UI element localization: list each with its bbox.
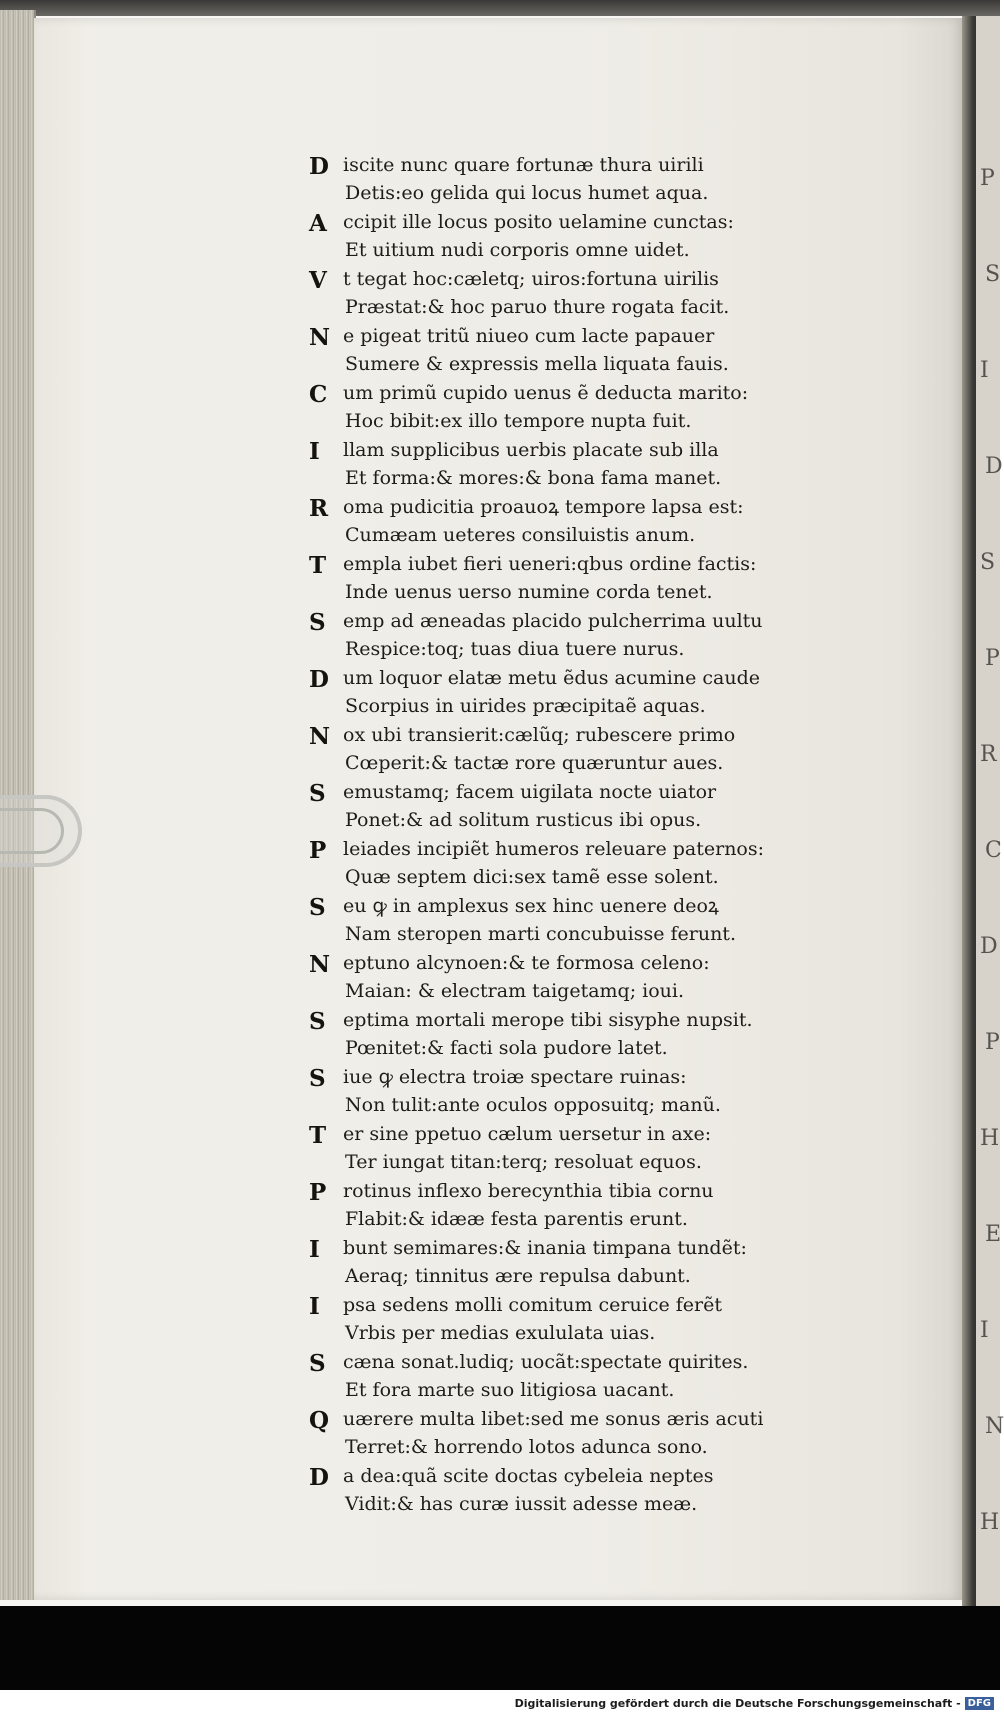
- facing-page-glyph: D: [985, 454, 1003, 479]
- verse-pair: [309, 778, 869, 835]
- verse-initial: A: [309, 210, 327, 237]
- facing-page-edge: [976, 16, 1004, 1608]
- verse-pair: [309, 892, 869, 949]
- facing-page-glyph: N: [985, 1414, 1004, 1439]
- facing-page-glyph: S: [980, 550, 996, 575]
- verse-pentameter-line: Respice:toq; tuas diua tuere nurus.: [345, 638, 685, 660]
- credit-text: Digitalisierung gefördert durch die Deutsche Forschungsgemeinschaft -: [514, 1697, 961, 1710]
- verse-initial: I: [309, 438, 320, 465]
- verse-pentameter-line: Et fora marte suo litigiosa uacant.: [345, 1379, 675, 1401]
- verse-initial: D: [309, 153, 329, 180]
- facing-page-glyph: P: [980, 166, 995, 191]
- verse-pentameter-line: Hoc bibit:ex illo tempore nupta fuit.: [345, 410, 692, 432]
- verse-pair: [309, 493, 869, 550]
- verse-initial: T: [309, 552, 327, 579]
- facing-page-glyph: P: [985, 646, 1000, 671]
- verse-initial: N: [309, 951, 331, 978]
- dfg-logo: DFG: [965, 1697, 994, 1710]
- page-clip-inner: [0, 808, 64, 854]
- verse-pair: [309, 721, 869, 778]
- verse-hexameter-line: uærere multa libet:sed me sonus æris acuti: [343, 1408, 764, 1430]
- verse-pair: [309, 322, 869, 379]
- verse-hexameter-line: rotinus inflexo berecynthia tibia cornu: [343, 1180, 714, 1202]
- verse-initial: P: [309, 837, 327, 864]
- verse-hexameter-line: um loquor elatæ metu ẽdus acumine caude: [343, 667, 760, 689]
- verse-hexameter-line: eu ꝙ in amplexus sex hinc uenere deoꝝ: [343, 895, 719, 917]
- verse-pair: [309, 1234, 869, 1291]
- verse-initial: I: [309, 1293, 320, 1320]
- verse-initial: P: [309, 1179, 327, 1206]
- verse-pair: [309, 1348, 869, 1405]
- verse-pentameter-line: Aeraq; tinnitus ære repulsa dabunt.: [345, 1265, 691, 1287]
- verse-pair: [309, 1063, 869, 1120]
- verse-hexameter-line: t tegat hoc:cæletq; uiros:fortuna uirilis: [343, 268, 719, 290]
- verse-initial: Q: [309, 1407, 330, 1434]
- verse-pair: [309, 265, 869, 322]
- verse-pair: [309, 607, 869, 664]
- facing-page-glyph: S: [985, 262, 1001, 287]
- verse-hexameter-line: iscite nunc quare fortunæ thura uirili: [343, 154, 704, 176]
- facing-page-glyph: R: [980, 742, 997, 767]
- verse-pentameter-line: Non tulit:ante oculos opposuitq; manũ.: [345, 1094, 721, 1116]
- verse-pair: [309, 835, 869, 892]
- verse-pentameter-line: Cumæam ueteres consiluistis anum.: [345, 524, 696, 546]
- verse-initial: S: [309, 609, 326, 636]
- verse-hexameter-line: ccipit ille locus posito uelamine cunctas:: [343, 211, 734, 233]
- scan-top-edge: [0, 0, 1000, 16]
- verse-pentameter-line: Detis:eo gelida qui locus humet aqua.: [345, 182, 709, 204]
- facing-page-glyph: I: [980, 358, 989, 383]
- verse-pair: [309, 1006, 869, 1063]
- verse-initial: S: [309, 1065, 326, 1092]
- verse-pair: [309, 664, 869, 721]
- verse-hexameter-line: e pigeat tritũ niueo cum lacte papauer: [343, 325, 715, 347]
- verse-initial: S: [309, 1350, 326, 1377]
- verse-hexameter-line: empla iubet fieri ueneri:qbus ordine factis:: [343, 553, 757, 575]
- verse-initial: D: [309, 666, 329, 693]
- verse-hexameter-line: psa sedens molli comitum ceruice ferẽt: [343, 1294, 722, 1316]
- verse-hexameter-line: a dea:quã scite doctas cybeleia neptes: [343, 1465, 714, 1487]
- verse-pentameter-line: Vrbis per medias exululata uias.: [345, 1322, 656, 1344]
- verse-initial: S: [309, 894, 326, 921]
- verse-pentameter-line: Quæ septem dici:sex tamẽ esse solent.: [345, 866, 719, 888]
- facing-page-glyph: C: [985, 838, 1002, 863]
- verse-pair: [309, 949, 869, 1006]
- verse-initial: N: [309, 324, 331, 351]
- verse-initial: T: [309, 1122, 327, 1149]
- verse-hexameter-line: emustamq; facem uigilata nocte uiator: [343, 781, 717, 803]
- verse-initial: N: [309, 723, 331, 750]
- verse-hexameter-line: um primũ cupido uenus ẽ deducta marito:: [343, 382, 749, 404]
- verse-initial: R: [309, 495, 329, 522]
- verse-pair: [309, 151, 869, 208]
- verse-hexameter-line: llam supplicibus uerbis placate sub illa: [343, 439, 719, 461]
- verse-pentameter-line: Sumere & expressis mella liquata fauis.: [345, 353, 729, 375]
- verse-initial: S: [309, 1008, 326, 1035]
- verse-initial: C: [309, 381, 328, 408]
- verse-pair: [309, 436, 869, 493]
- verse-hexameter-line: ox ubi transierit:cælũq; rubescere primo: [343, 724, 736, 746]
- facing-page-glyph: H: [980, 1126, 1000, 1151]
- verse-pentameter-line: Pœnitet:& facti sola pudore latet.: [345, 1037, 668, 1059]
- verse-pentameter-line: Ter iungat titan:terq; resoluat equos.: [345, 1151, 702, 1173]
- verse-pair: [309, 1120, 869, 1177]
- facing-page-glyph: D: [980, 934, 998, 959]
- verse-pentameter-line: Cœperit:& tactæ rore quæruntur aues.: [345, 752, 724, 774]
- verse-pentameter-line: Et forma:& mores:& bona fama manet.: [345, 467, 722, 489]
- credit-bar: [0, 1690, 1000, 1717]
- verse-initial: I: [309, 1236, 320, 1263]
- verse-pentameter-line: Terret:& horrendo lotos adunca sono.: [345, 1436, 708, 1458]
- facing-page-glyph: E: [985, 1222, 1002, 1247]
- facing-page-glyph: H: [980, 1510, 1000, 1535]
- verse-pentameter-line: Et uitium nudi corporis omne uidet.: [345, 239, 690, 261]
- verse-hexameter-line: leiades incipiẽt humeros releuare paternos:: [343, 838, 765, 860]
- verse-hexameter-line: bunt semimares:& inania timpana tundẽt:: [343, 1237, 747, 1259]
- facing-page-glyph: I: [980, 1318, 989, 1343]
- verse-pair: [309, 379, 869, 436]
- verse-hexameter-line: oma pudicitia proauoꝝ tempore lapsa est:: [343, 496, 744, 518]
- verse-initial: D: [309, 1464, 329, 1491]
- verse-pair: [309, 1462, 869, 1519]
- verse-pentameter-line: Maian: & electram taigetamq; ioui.: [345, 980, 685, 1002]
- poem-text: [309, 151, 869, 1519]
- verse-pentameter-line: Inde uenus uerso numine corda tenet.: [345, 581, 713, 603]
- verse-pentameter-line: Flabit:& idææ festa parentis erunt.: [345, 1208, 688, 1230]
- verse-initial: V: [309, 267, 327, 294]
- verse-pair: [309, 1291, 869, 1348]
- verse-pair: [309, 208, 869, 265]
- facing-page-glyph: P: [985, 1030, 1000, 1055]
- verse-hexameter-line: eptima mortali merope tibi sisyphe nupsit.: [343, 1009, 753, 1031]
- verse-pair: [309, 1405, 869, 1462]
- verse-hexameter-line: er sine ppetuo cælum uersetur in axe:: [343, 1123, 712, 1145]
- verse-pentameter-line: Præstat:& hoc paruo thure rogata facit.: [345, 296, 730, 318]
- verse-pentameter-line: Ponet:& ad solitum rusticus ibi opus.: [345, 809, 702, 831]
- verse-pentameter-line: Nam steropen marti concubuisse ferunt.: [345, 923, 736, 945]
- verse-pentameter-line: Vidit:& has curæ iussit adesse meæ.: [345, 1493, 698, 1515]
- verse-hexameter-line: iue ꝙ electra troiæ spectare ruinas:: [343, 1066, 687, 1088]
- verse-hexameter-line: eptuno alcynoen:& te formosa celeno:: [343, 952, 710, 974]
- verse-pentameter-line: Scorpius in uirides præcipitaẽ aquas.: [345, 695, 706, 717]
- verse-pair: [309, 550, 869, 607]
- verse-pair: [309, 1177, 869, 1234]
- verse-initial: S: [309, 780, 326, 807]
- verse-hexameter-line: emp ad æneadas placido pulcherrima uultu: [343, 610, 763, 632]
- verse-hexameter-line: cæna sonat.ludiq; uocãt:spectate quirites.: [343, 1351, 749, 1373]
